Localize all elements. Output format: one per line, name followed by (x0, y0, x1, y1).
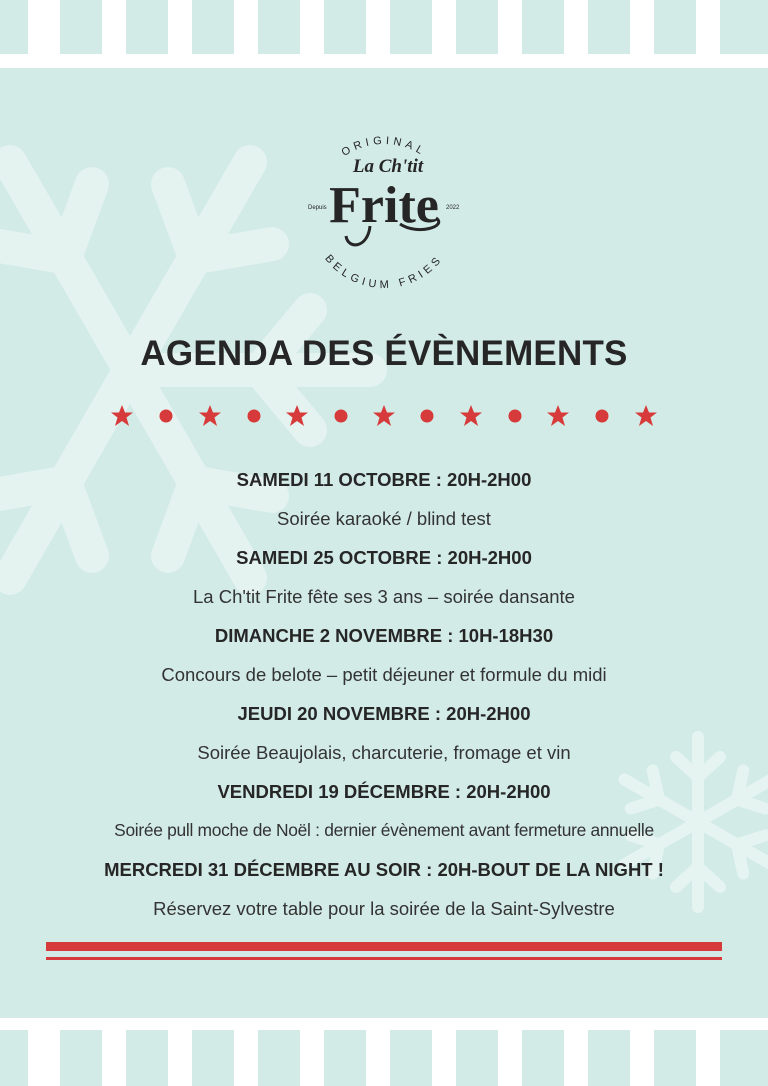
event-item (0, 616, 768, 694)
logo-arc-top: ORIGINAL (339, 134, 429, 159)
dot-icon (421, 410, 434, 423)
event-date: SAMEDI 25 OCTOBRE : 20H-2H00 (236, 547, 532, 568)
star-icon (111, 405, 133, 426)
star-icon (199, 405, 221, 426)
event-item (0, 538, 768, 616)
bottom-stripe-border (0, 1018, 768, 1086)
event-description: Réservez votre table pour la soirée de la Saint-Sylvestre (153, 898, 615, 919)
event-date: SAMEDI 11 OCTOBRE : 20H-2H00 (236, 469, 532, 490)
logo-brand-small: La Ch'tit (352, 156, 424, 177)
event-date: VENDREDI 19 DÉCEMBRE : 20H-2H00 (217, 781, 551, 802)
page-title: AGENDA DES ÉVÈNEMENTS (140, 334, 628, 373)
logo-brand-big: Frite (329, 177, 439, 234)
star-icon (547, 405, 569, 426)
event-item (0, 694, 768, 772)
event-list (0, 460, 768, 928)
star-icon (460, 405, 482, 426)
dot-icon (335, 410, 348, 423)
event-description: Soirée pull moche de Noël : dernier évènement avant fermeture annuelle (114, 820, 654, 840)
svg-text:BELGIUM FRIES (322, 253, 445, 292)
event-date: JEUDI 20 NOVEMBRE : 20H-2H00 (237, 703, 531, 724)
event-description: Soirée karaoké / blind test (277, 508, 491, 529)
brand-logo (288, 118, 480, 310)
logo-since-label: Depuis (308, 205, 327, 211)
event-item (0, 772, 768, 850)
top-stripe-border (0, 0, 768, 68)
dot-icon (596, 410, 609, 423)
star-icon (373, 405, 395, 426)
event-item (0, 850, 768, 928)
divider-thick (46, 942, 722, 951)
event-date: DIMANCHE 2 NOVEMBRE : 10H-18H30 (214, 625, 554, 646)
star-icon (635, 405, 657, 426)
logo-since-year: 2022 (446, 205, 460, 211)
event-description: Soirée Beaujolais, charcuterie, fromage et vin (197, 742, 571, 763)
event-description: Concours de belote – petit déjeuner et formule du midi (161, 664, 607, 685)
star-icon (286, 405, 308, 426)
dot-icon (509, 410, 522, 423)
event-description: La Ch'tit Frite fête ses 3 ans – soirée dansante (193, 586, 575, 607)
event-item (0, 460, 768, 538)
dot-icon (160, 410, 173, 423)
divider-thin (46, 957, 722, 960)
dot-icon (248, 410, 261, 423)
logo-arc-bottom: BELGIUM FRIES (322, 252, 446, 292)
star-dot-divider (0, 398, 768, 434)
event-date: MERCREDI 31 DÉCEMBRE AU SOIR : 20H-BOUT DE LA NIGHT ! (104, 859, 664, 880)
